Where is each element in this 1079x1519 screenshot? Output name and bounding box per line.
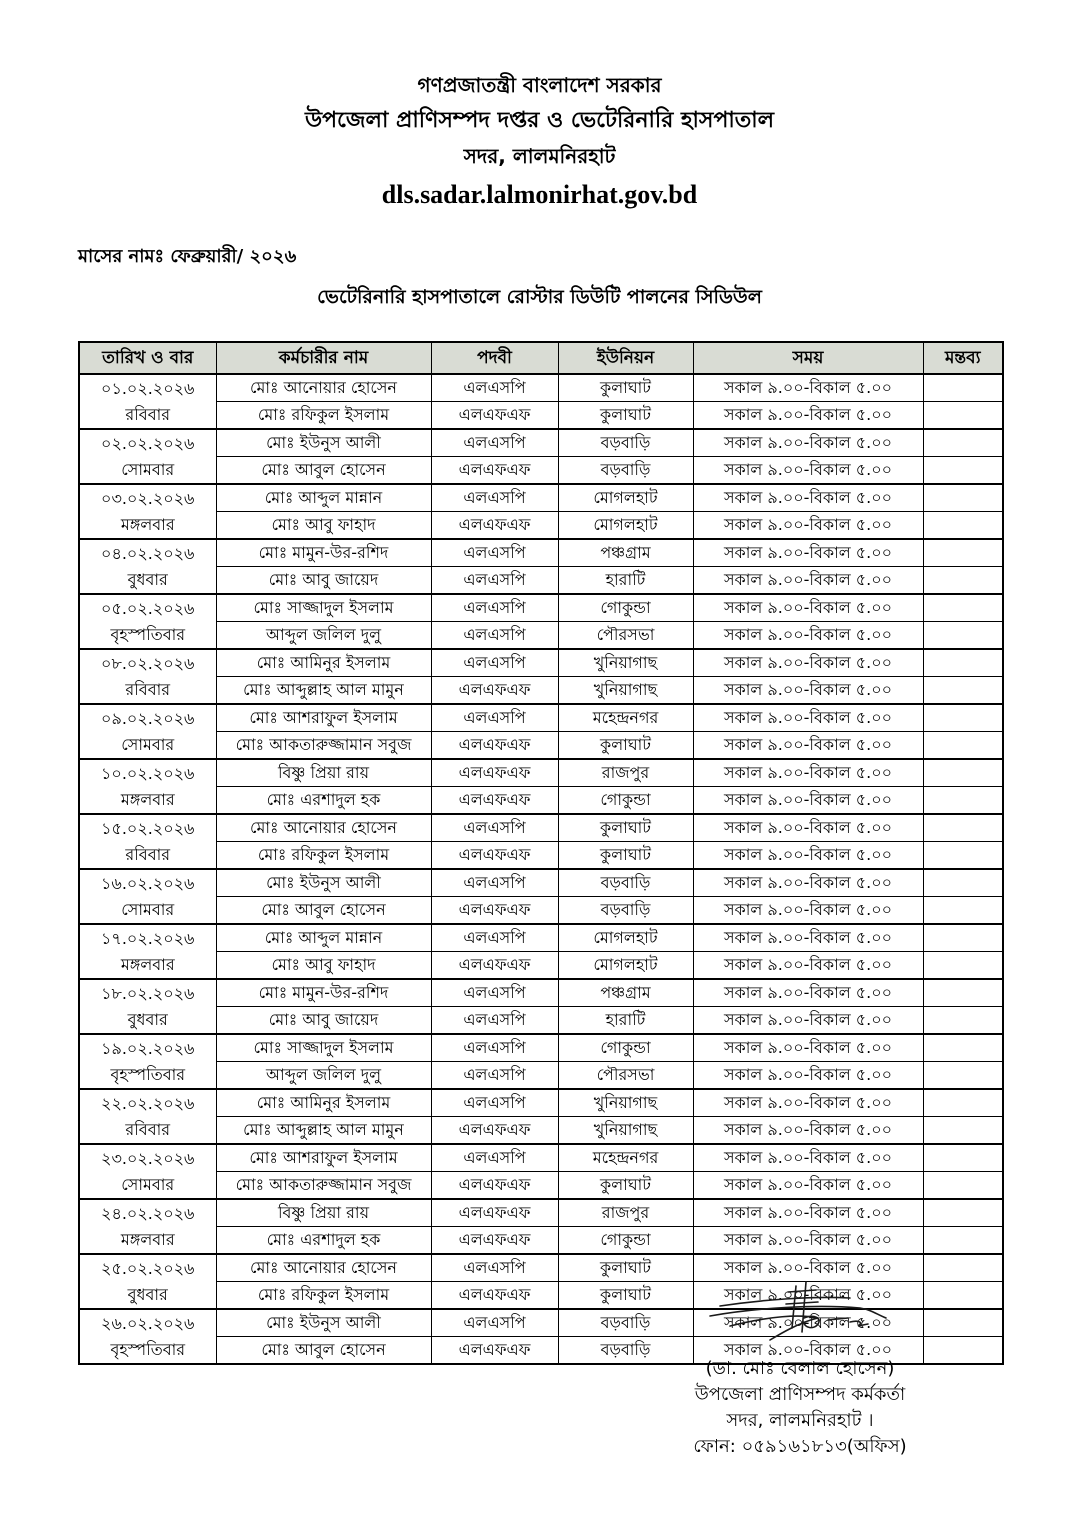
- day-value: বৃহস্পতিবার: [110, 1340, 186, 1360]
- column-header: কর্মচারীর নাম: [216, 342, 431, 374]
- time-cell: সকাল ৯.০০-বিকাল ৫.০০: [693, 1117, 923, 1145]
- time-cell: সকাল ৯.০০-বিকাল ৫.০০: [693, 1144, 923, 1172]
- remark-cell: [923, 1199, 1003, 1227]
- date-day-cell: [79, 759, 216, 814]
- designation-cell: এলএফএফ: [431, 1282, 558, 1310]
- union-cell: বড়বাড়ি: [558, 869, 693, 897]
- table-row: [79, 622, 1003, 650]
- union-cell: কুলাঘাট: [558, 402, 693, 430]
- time-cell: সকাল ৯.০০-বিকাল ৫.০০: [693, 1007, 923, 1035]
- remark-cell: [923, 732, 1003, 760]
- day-value: রবিবার: [125, 405, 171, 425]
- remark-cell: [923, 1172, 1003, 1200]
- date-day-cell: [79, 1254, 216, 1309]
- date-day-cell: [79, 1199, 216, 1254]
- employee-name-cell: মোঃ এরশাদুল হক: [216, 787, 431, 815]
- time-cell: সকাল ৯.০০-বিকাল ৫.০০: [693, 1227, 923, 1255]
- date-day-cell: [79, 814, 216, 869]
- employee-name-cell: মোঃ আবুল হোসেন: [216, 897, 431, 925]
- remark-cell: [923, 622, 1003, 650]
- designation-cell: এলএসপি: [431, 1089, 558, 1117]
- table-row: [79, 1062, 1003, 1090]
- day-value: মঙ্গলবার: [120, 1230, 175, 1250]
- time-cell: সকাল ৯.০০-বিকাল ৫.০০: [693, 1062, 923, 1090]
- column-header: ইউনিয়ন: [558, 342, 693, 374]
- union-cell: গোকুন্ডা: [558, 594, 693, 622]
- signatory-phone: ফোন: ০৫৯১৬১৮১৩(অফিস): [693, 1436, 907, 1458]
- table-row: [79, 649, 1003, 677]
- designation-cell: এলএসপি: [431, 924, 558, 952]
- employee-name-cell: মোঃ সাজ্জাদুল ইসলাম: [216, 1034, 431, 1062]
- table-row: [79, 1172, 1003, 1200]
- date-value: ০৪.০২.২০২৬: [101, 543, 195, 563]
- month-label: মাসের নামঃ ফেব্রুয়ারী/ ২০২৬: [78, 246, 297, 267]
- employee-name-cell: মোঃ ইউনুস আলী: [216, 869, 431, 897]
- day-value: সোমবার: [121, 460, 175, 480]
- employee-name-cell: মোঃ আমিনুর ইসলাম: [216, 1089, 431, 1117]
- date-value: ১৭.০২.২০২৬: [101, 928, 195, 948]
- union-cell: খুনিয়াগাছ: [558, 1117, 693, 1145]
- date-day-cell: [79, 429, 216, 484]
- union-cell: খুনিয়াগাছ: [558, 677, 693, 705]
- time-cell: সকাল ৯.০০-বিকাল ৫.০০: [693, 897, 923, 925]
- date-value: ১৯.০২.২০২৬: [101, 1038, 195, 1058]
- time-cell: সকাল ৯.০০-বিকাল ৫.০০: [693, 1282, 923, 1310]
- employee-name-cell: মোঃ আবু ফাহাদ: [216, 512, 431, 540]
- employee-name-cell: মোঃ রফিকুল ইসলাম: [216, 1282, 431, 1310]
- table-row: [79, 1199, 1003, 1227]
- time-cell: সকাল ৯.০০-বিকাল ৫.০০: [693, 484, 923, 512]
- date-value: ১০.০২.২০২৬: [101, 763, 195, 783]
- union-cell: হারাটি: [558, 567, 693, 595]
- designation-cell: এলএফএফ: [431, 1172, 558, 1200]
- column-header: পদবী: [431, 342, 558, 374]
- employee-name-cell: মোঃ আনোয়ার হোসেন: [216, 374, 431, 402]
- date-day-cell: [79, 869, 216, 924]
- designation-cell: এলএসপি: [431, 869, 558, 897]
- remark-cell: [923, 567, 1003, 595]
- date-value: ০১.০২.২০২৬: [101, 378, 195, 398]
- designation-cell: এলএসপি: [431, 567, 558, 595]
- time-cell: সকাল ৯.০০-বিকাল ৫.০০: [693, 1309, 923, 1337]
- designation-cell: এলএফএফ: [431, 952, 558, 980]
- union-cell: গোকুন্ডা: [558, 1034, 693, 1062]
- designation-cell: এলএফএফ: [431, 402, 558, 430]
- employee-name-cell: মোঃ আবুল হোসেন: [216, 1337, 431, 1365]
- designation-cell: এলএসপি: [431, 1007, 558, 1035]
- employee-name-cell: মোঃ আবু জায়েদ: [216, 1007, 431, 1035]
- employee-name-cell: মোঃ আকতারুজ্জামান সবুজ: [216, 732, 431, 760]
- remark-cell: [923, 952, 1003, 980]
- date-value: ০৯.০২.২০২৬: [101, 708, 195, 728]
- roster-title: ভেটেরিনারি হাসপাতালে রোস্টার ডিউটি পালনের সিডিউল: [317, 286, 762, 308]
- date-day-cell: [79, 1309, 216, 1364]
- union-cell: পৌরসভা: [558, 622, 693, 650]
- table-row: [79, 842, 1003, 870]
- date-value: ১৫.০২.২০২৬: [101, 818, 195, 838]
- time-cell: সকাল ৯.০০-বিকাল ৫.০০: [693, 1089, 923, 1117]
- table-header-row: [79, 342, 1003, 374]
- duty-roster-table: [78, 341, 1004, 1365]
- time-cell: সকাল ৯.০০-বিকাল ৫.০০: [693, 1199, 923, 1227]
- table-row: [79, 594, 1003, 622]
- date-day-cell: [79, 1034, 216, 1089]
- union-cell: হারাটি: [558, 1007, 693, 1035]
- designation-cell: এলএসপি: [431, 594, 558, 622]
- office-website: dls.sadar.lalmonirhat.gov.bd: [381, 180, 698, 209]
- time-cell: সকাল ৯.০০-বিকাল ৫.০০: [693, 677, 923, 705]
- table-row: [79, 677, 1003, 705]
- employee-name-cell: মোঃ ইউনুস আলী: [216, 429, 431, 457]
- union-cell: কুলাঘাট: [558, 374, 693, 402]
- remark-cell: [923, 484, 1003, 512]
- remark-cell: [923, 539, 1003, 567]
- union-cell: কুলাঘাট: [558, 842, 693, 870]
- day-value: সোমবার: [121, 1175, 175, 1195]
- union-cell: কুলাঘাট: [558, 1282, 693, 1310]
- day-value: রবিবার: [125, 845, 171, 865]
- union-cell: বড়বাড়ি: [558, 1309, 693, 1337]
- employee-name-cell: মোঃ মামুন-উর-রশিদ: [216, 539, 431, 567]
- employee-name-cell: মোঃ আনোয়ার হোসেন: [216, 1254, 431, 1282]
- day-value: বৃহস্পতিবার: [110, 1065, 186, 1085]
- designation-cell: এলএফএফ: [431, 457, 558, 485]
- employee-name-cell: মোঃ আশরাফুল ইসলাম: [216, 704, 431, 732]
- time-cell: সকাল ৯.০০-বিকাল ৫.০০: [693, 622, 923, 650]
- employee-name-cell: মোঃ আবু ফাহাদ: [216, 952, 431, 980]
- union-cell: বড়বাড়ি: [558, 897, 693, 925]
- remark-cell: [923, 1117, 1003, 1145]
- day-value: মঙ্গলবার: [120, 790, 175, 810]
- date-day-cell: [79, 374, 216, 429]
- date-value: ২৬.০২.২০২৬: [101, 1313, 195, 1333]
- time-cell: সকাল ৯.০০-বিকাল ৫.০০: [693, 732, 923, 760]
- designation-cell: এলএসপি: [431, 429, 558, 457]
- signatory-office: সদর, লালমনিরহাট ।: [726, 1410, 874, 1432]
- employee-name-cell: মোঃ ইউনুস আলী: [216, 1309, 431, 1337]
- time-cell: সকাল ৯.০০-বিকাল ৫.০০: [693, 649, 923, 677]
- employee-name-cell: মোঃ আব্দুল্লাহ আল মামুন: [216, 677, 431, 705]
- date-day-cell: [79, 704, 216, 759]
- table-row: [79, 484, 1003, 512]
- time-cell: সকাল ৯.০০-বিকাল ৫.০০: [693, 759, 923, 787]
- designation-cell: এলএসপি: [431, 979, 558, 1007]
- table-row: [79, 869, 1003, 897]
- date-value: ২৩.০২.২০২৬: [101, 1148, 195, 1168]
- designation-cell: এলএসপি: [431, 1254, 558, 1282]
- employee-name-cell: আব্দুল জলিল দুলু: [216, 1062, 431, 1090]
- employee-name-cell: মোঃ মামুন-উর-রশিদ: [216, 979, 431, 1007]
- union-cell: গোকুন্ডা: [558, 1227, 693, 1255]
- union-cell: রাজপুর: [558, 759, 693, 787]
- employee-name-cell: মোঃ আব্দুল মান্নান: [216, 924, 431, 952]
- union-cell: পৌরসভা: [558, 1062, 693, 1090]
- union-cell: মোগলহাট: [558, 484, 693, 512]
- day-value: মঙ্গলবার: [120, 955, 175, 975]
- remark-cell: [923, 374, 1003, 402]
- union-cell: মোগলহাট: [558, 952, 693, 980]
- remark-cell: [923, 457, 1003, 485]
- table-row: [79, 897, 1003, 925]
- day-value: রবিবার: [125, 680, 171, 700]
- employee-name-cell: মোঃ আমিনুর ইসলাম: [216, 649, 431, 677]
- union-cell: বড়বাড়ি: [558, 1337, 693, 1365]
- designation-cell: এলএফএফ: [431, 842, 558, 870]
- time-cell: সকাল ৯.০০-বিকাল ৫.০০: [693, 1034, 923, 1062]
- date-value: ১৮.০২.২০২৬: [101, 983, 195, 1003]
- time-cell: সকাল ৯.০০-বিকাল ৫.০০: [693, 842, 923, 870]
- time-cell: সকাল ৯.০০-বিকাল ৫.০০: [693, 1172, 923, 1200]
- designation-cell: এলএসপি: [431, 649, 558, 677]
- union-cell: মোগলহাট: [558, 924, 693, 952]
- column-header: মন্তব্য: [923, 342, 1003, 374]
- remark-cell: [923, 512, 1003, 540]
- designation-cell: এলএফএফ: [431, 1199, 558, 1227]
- remark-cell: [923, 842, 1003, 870]
- table-row: [79, 732, 1003, 760]
- time-cell: সকাল ৯.০০-বিকাল ৫.০০: [693, 429, 923, 457]
- remark-cell: [923, 429, 1003, 457]
- table-row: [79, 1007, 1003, 1035]
- union-cell: পঞ্চগ্রাম: [558, 539, 693, 567]
- employee-name-cell: মোঃ রফিকুল ইসলাম: [216, 842, 431, 870]
- remark-cell: [923, 1062, 1003, 1090]
- remark-cell: [923, 1089, 1003, 1117]
- employee-name-cell: বিষ্ণু প্রিয়া রায়: [216, 1199, 431, 1227]
- table-row: [79, 979, 1003, 1007]
- day-value: রবিবার: [125, 1120, 171, 1140]
- union-cell: বড়বাড়ি: [558, 457, 693, 485]
- table-row: [79, 512, 1003, 540]
- union-cell: খুনিয়াগাছ: [558, 1089, 693, 1117]
- table-row: [79, 374, 1003, 402]
- union-cell: পঞ্চগ্রাম: [558, 979, 693, 1007]
- designation-cell: এলএসপি: [431, 539, 558, 567]
- employee-name-cell: মোঃ সাজ্জাদুল ইসলাম: [216, 594, 431, 622]
- date-value: ০২.০২.২০২৬: [101, 433, 195, 453]
- time-cell: সকাল ৯.০০-বিকাল ৫.০০: [693, 402, 923, 430]
- designation-cell: এলএসপি: [431, 1062, 558, 1090]
- time-cell: সকাল ৯.০০-বিকাল ৫.০০: [693, 1337, 923, 1365]
- remark-cell: [923, 787, 1003, 815]
- government-title: গণপ্রজাতন্ত্রী বাংলাদেশ সরকার: [417, 73, 662, 97]
- union-cell: মোগলহাট: [558, 512, 693, 540]
- designation-cell: এলএফএফ: [431, 677, 558, 705]
- table-row: [79, 704, 1003, 732]
- date-value: ২৫.০২.২০২৬: [101, 1258, 195, 1278]
- union-cell: রাজপুর: [558, 1199, 693, 1227]
- remark-cell: [923, 649, 1003, 677]
- date-value: ১৬.০২.২০২৬: [101, 873, 195, 893]
- remark-cell: [923, 897, 1003, 925]
- employee-name-cell: মোঃ আশরাফুল ইসলাম: [216, 1144, 431, 1172]
- table-row: [79, 1034, 1003, 1062]
- time-cell: সকাল ৯.০০-বিকাল ৫.০০: [693, 704, 923, 732]
- remark-cell: [923, 1227, 1003, 1255]
- designation-cell: এলএফএফ: [431, 759, 558, 787]
- date-day-cell: [79, 594, 216, 649]
- employee-name-cell: মোঃ এরশাদুল হক: [216, 1227, 431, 1255]
- designation-cell: এলএসপি: [431, 374, 558, 402]
- employee-name-cell: মোঃ আব্দুল্লাহ আল মামুন: [216, 1117, 431, 1145]
- date-value: ২৪.০২.২০২৬: [101, 1203, 195, 1223]
- date-value: ০৩.০২.২০২৬: [101, 488, 195, 508]
- day-value: বুধবার: [127, 570, 168, 590]
- office-location: সদর, লালমনিরহাট: [463, 144, 616, 168]
- employee-name-cell: মোঃ আবুল হোসেন: [216, 457, 431, 485]
- date-day-cell: [79, 924, 216, 979]
- time-cell: সকাল ৯.০০-বিকাল ৫.০০: [693, 814, 923, 842]
- document-header: [0, 0, 1079, 214]
- day-value: বুধবার: [127, 1010, 168, 1030]
- table-row: [79, 924, 1003, 952]
- remark-cell: [923, 924, 1003, 952]
- time-cell: সকাল ৯.০০-বিকাল ৫.০০: [693, 457, 923, 485]
- table-row: [79, 1144, 1003, 1172]
- date-value: ২২.০২.২০২৬: [101, 1093, 195, 1113]
- time-cell: সকাল ৯.০০-বিকাল ৫.০০: [693, 869, 923, 897]
- table-row: [79, 814, 1003, 842]
- union-cell: মহেন্দ্রনগর: [558, 1144, 693, 1172]
- time-cell: সকাল ৯.০০-বিকাল ৫.০০: [693, 512, 923, 540]
- designation-cell: এলএসপি: [431, 1309, 558, 1337]
- designation-cell: এলএসপি: [431, 704, 558, 732]
- union-cell: মহেন্দ্রনগর: [558, 704, 693, 732]
- designation-cell: এলএসপি: [431, 484, 558, 512]
- designation-cell: এলএফএফ: [431, 512, 558, 540]
- signature-block: [650, 1278, 950, 1460]
- time-cell: সকাল ৯.০০-বিকাল ৫.০০: [693, 567, 923, 595]
- time-cell: সকাল ৯.০০-বিকাল ৫.০০: [693, 787, 923, 815]
- employee-name-cell: আব্দুল জলিল দুলু: [216, 622, 431, 650]
- table-row: [79, 567, 1003, 595]
- designation-cell: এলএসপি: [431, 1034, 558, 1062]
- employee-name-cell: বিষ্ণু প্রিয়া রায়: [216, 759, 431, 787]
- date-day-cell: [79, 1144, 216, 1199]
- time-cell: সকাল ৯.০০-বিকাল ৫.০০: [693, 924, 923, 952]
- designation-cell: এলএসপি: [431, 1144, 558, 1172]
- date-day-cell: [79, 539, 216, 594]
- employee-name-cell: মোঃ আকতারুজ্জামান সবুজ: [216, 1172, 431, 1200]
- union-cell: কুলাঘাট: [558, 814, 693, 842]
- employee-name-cell: মোঃ আবু জায়েদ: [216, 567, 431, 595]
- remark-cell: [923, 1144, 1003, 1172]
- date-day-cell: [79, 1089, 216, 1144]
- signatory-title: উপজেলা প্রাণিসম্পদ কর্মকর্তা: [694, 1384, 906, 1406]
- designation-cell: এলএফএফ: [431, 1227, 558, 1255]
- signatory-name: (ডা. মোঃ বেলাল হোসেন): [705, 1358, 895, 1379]
- remark-cell: [923, 979, 1003, 1007]
- table-row: [79, 759, 1003, 787]
- office-title: উপজেলা প্রাণিসম্পদ দপ্তর ও ভেটেরিনারি হাসপাতাল: [304, 108, 775, 133]
- date-value: ০৫.০২.২০২৬: [101, 598, 195, 618]
- union-cell: বড়বাড়ি: [558, 429, 693, 457]
- union-cell: কুলাঘাট: [558, 732, 693, 760]
- time-cell: সকাল ৯.০০-বিকাল ৫.০০: [693, 979, 923, 1007]
- designation-cell: এলএফএফ: [431, 732, 558, 760]
- table-row: [79, 1089, 1003, 1117]
- table-row: [79, 787, 1003, 815]
- day-value: মঙ্গলবার: [120, 515, 175, 535]
- date-day-cell: [79, 649, 216, 704]
- day-value: সোমবার: [121, 735, 175, 755]
- union-cell: কুলাঘাট: [558, 1172, 693, 1200]
- time-cell: সকাল ৯.০০-বিকাল ৫.০০: [693, 539, 923, 567]
- column-header: সময়: [693, 342, 923, 374]
- table-row: [79, 429, 1003, 457]
- remark-cell: [923, 677, 1003, 705]
- employee-name-cell: মোঃ আনোয়ার হোসেন: [216, 814, 431, 842]
- table-row: [79, 402, 1003, 430]
- table-row: [79, 539, 1003, 567]
- designation-cell: এলএসপি: [431, 814, 558, 842]
- time-cell: সকাল ৯.০০-বিকাল ৫.০০: [693, 1254, 923, 1282]
- designation-cell: এলএফএফ: [431, 1337, 558, 1365]
- remark-cell: [923, 869, 1003, 897]
- remark-cell: [923, 759, 1003, 787]
- date-value: ০৮.০২.২০২৬: [101, 653, 195, 673]
- table-row: [79, 457, 1003, 485]
- designation-cell: এলএফএফ: [431, 1117, 558, 1145]
- designation-cell: এলএসপি: [431, 622, 558, 650]
- remark-cell: [923, 814, 1003, 842]
- remark-cell: [923, 1007, 1003, 1035]
- remark-cell: [923, 704, 1003, 732]
- date-day-cell: [79, 484, 216, 539]
- union-cell: খুনিয়াগাছ: [558, 649, 693, 677]
- table-row: [79, 952, 1003, 980]
- table-row: [79, 1117, 1003, 1145]
- time-cell: সকাল ৯.০০-বিকাল ৫.০০: [693, 374, 923, 402]
- time-cell: সকাল ৯.০০-বিকাল ৫.০০: [693, 594, 923, 622]
- employee-name-cell: মোঃ আব্দুল মান্নান: [216, 484, 431, 512]
- time-cell: সকাল ৯.০০-বিকাল ৫.০০: [693, 952, 923, 980]
- date-day-cell: [79, 979, 216, 1034]
- day-value: বৃহস্পতিবার: [110, 625, 186, 645]
- remark-cell: [923, 402, 1003, 430]
- table-row: [79, 1227, 1003, 1255]
- designation-cell: এলএফএফ: [431, 897, 558, 925]
- employee-name-cell: মোঃ রফিকুল ইসলাম: [216, 402, 431, 430]
- union-cell: কুলাঘাট: [558, 1254, 693, 1282]
- signature-scribble: [700, 1278, 900, 1350]
- column-header: তারিখ ও বার: [79, 342, 216, 374]
- remark-cell: [923, 594, 1003, 622]
- day-value: সোমবার: [121, 900, 175, 920]
- day-value: বুধবার: [127, 1285, 168, 1305]
- union-cell: গোকুন্ডা: [558, 787, 693, 815]
- remark-cell: [923, 1034, 1003, 1062]
- designation-cell: এলএফএফ: [431, 787, 558, 815]
